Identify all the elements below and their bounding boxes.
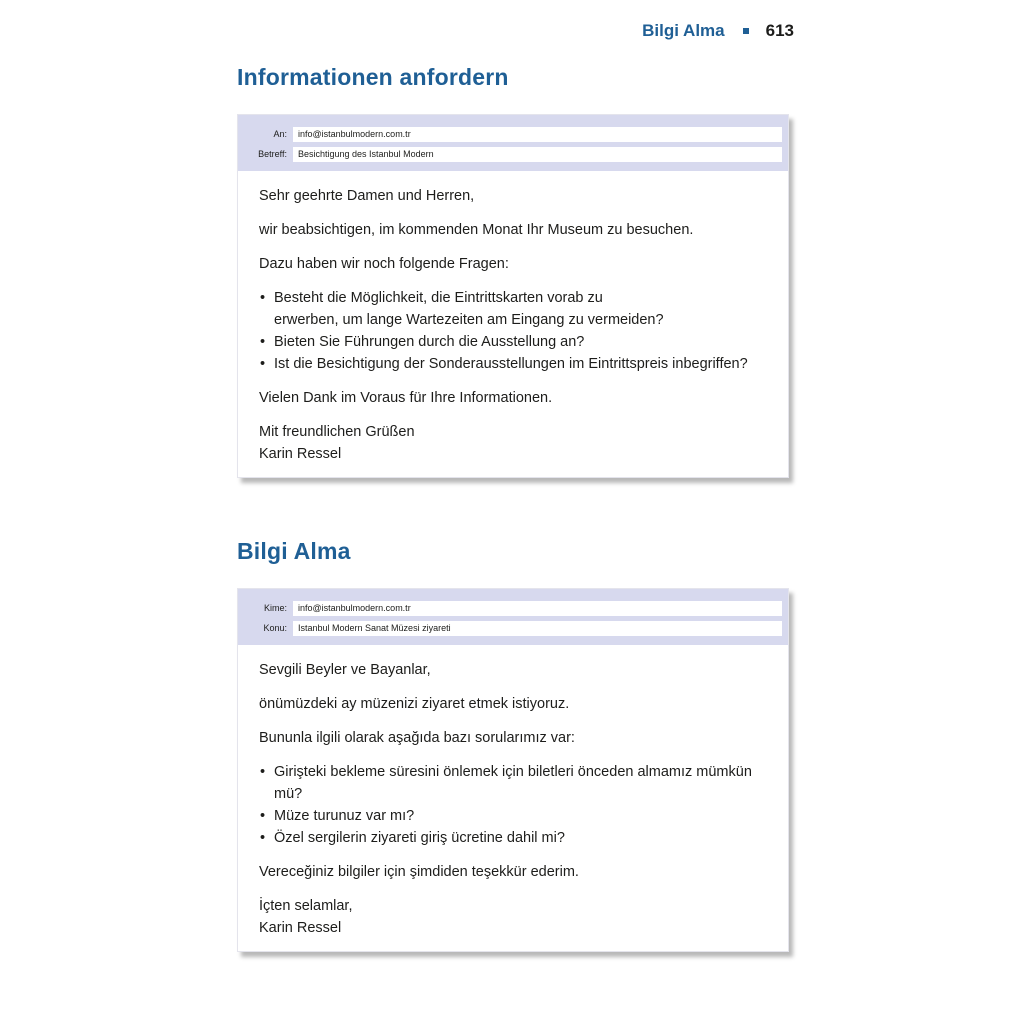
lead-in-text: Dazu haben wir noch folgende Fragen: (259, 256, 509, 272)
closing-text: Mit freundlichen Grüßen (259, 424, 415, 440)
to-row (244, 600, 782, 616)
email-header (238, 589, 788, 645)
email-body (238, 645, 788, 951)
section-title-turkish: Bilgi Alma (237, 538, 351, 564)
list-item: • Ist die Besichtigung der Sonderausstellungen im Eintrittspreis inbegriffen? (259, 353, 768, 375)
subject-field[interactable]: Istanbul Modern Sanat Müzesi ziyareti (293, 621, 782, 636)
signature: Karin Ressel (259, 446, 342, 462)
email-body (238, 171, 788, 477)
square-bullet-icon (743, 28, 749, 34)
lead-in-text: Bununla ilgili olarak aşağıda bazı sorularımız var: (259, 730, 575, 746)
to-label: An: (273, 129, 287, 139)
email-turkish (237, 588, 789, 952)
page-number: 613 (765, 21, 794, 40)
thanks-text: Vielen Dank im Voraus für Ihre Informationen. (259, 390, 553, 406)
question-list (259, 761, 768, 849)
to-row (244, 126, 782, 142)
salutation: Sehr geehrte Damen und Herren, (259, 188, 475, 204)
section-title-german: Informationen anfordern (237, 64, 509, 90)
thanks-text: Vereceğiniz bilgiler için şimdiden teşekkür ederim. (259, 864, 579, 880)
email-german (237, 114, 789, 478)
list-item: • Girişteki bekleme süresini önlemek için biletleri önceden almamız mümkün mü? (259, 761, 768, 805)
list-item: • Müze turunuz var mı? (259, 805, 768, 827)
running-head (642, 20, 794, 42)
to-field[interactable]: info@istanbulmodern.com.tr (293, 601, 782, 616)
question-list (259, 287, 768, 375)
to-label: Kime: (263, 603, 287, 613)
list-item: • Özel sergilerin ziyareti giriş ücretine dahil mi? (259, 827, 768, 849)
salutation: Sevgili Beyler ve Bayanlar, (259, 662, 431, 678)
signature: Karin Ressel (259, 920, 342, 936)
subject-row (244, 620, 782, 636)
subject-label: Konu: (263, 623, 287, 633)
subject-label: Betreff: (258, 149, 287, 159)
list-item: • Besteht die Möglichkeit, die Eintrittskarten vorab zu erwerben, um lange Wartezeiten am Eingang zu vermeiden? (259, 287, 669, 331)
subject-row (244, 146, 782, 162)
email-header (238, 115, 788, 171)
running-head-section: Bilgi Alma (642, 21, 725, 40)
list-item: • Bieten Sie Führungen durch die Ausstellung an? (259, 331, 768, 353)
subject-field[interactable]: Besichtigung des Istanbul Modern (293, 147, 782, 162)
intro-text: önümüzdeki ay müzenizi ziyaret etmek istiyoruz. (259, 696, 570, 712)
closing-text: İçten selamlar, (259, 898, 353, 914)
intro-text: wir beabsichtigen, im kommenden Monat Ihr Museum zu besuchen. (259, 222, 694, 238)
to-field[interactable]: info@istanbulmodern.com.tr (293, 127, 782, 142)
